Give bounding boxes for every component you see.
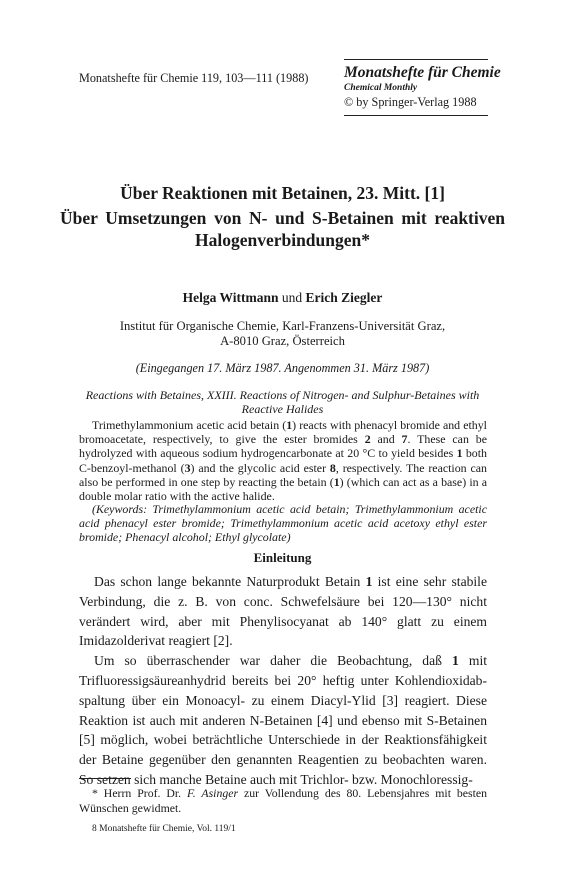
authors xyxy=(60,290,505,306)
page-footer: 8 Monatshefte für Chemie, Vol. 119/1 xyxy=(92,824,236,834)
english-title-line-1: Reactions with Betaines, XXIII. Reactions of Nitrogen- and Sulphur-Betaines with xyxy=(85,388,480,402)
author-2: Erich Ziegler xyxy=(305,290,383,305)
header-rule-bottom xyxy=(344,115,488,116)
abstract-text: and xyxy=(370,432,402,447)
abstract-text: ) reacts with phenacyl bromide and ethyl bromoacetate, respectively, to give the ester bromides xyxy=(79,418,487,447)
english-title xyxy=(60,388,505,416)
abstract-text: ) and the glycolic acid ester xyxy=(190,460,330,475)
received-dates: (Eingegangen 17. März 1987. Angenommen 31. März 1987) xyxy=(135,361,430,375)
footnote-text: * Herrn Prof. Dr. xyxy=(92,786,188,800)
footnote xyxy=(79,786,487,816)
footnote-name: F. Asinger xyxy=(187,786,239,800)
title-line-1: Über Reaktionen mit Betainen, 23. Mitt. [1] xyxy=(120,183,445,203)
citation-line: Monatshefte für Chemie 119, 103—111 (1988) xyxy=(79,71,309,85)
institution-line-1: Institut für Organische Chemie, Karl-Franzens-Universität Graz, xyxy=(119,319,446,333)
body-text-span: mit Trifluoressigsäureanhydrid bereits bei 20° heftig unter Kohlendioxidab-spaltung über ein Monoacyl- zu einem Diacyl-Ylid [3] reagiert. Diese Reaktion ist auch mit anderen N-Betainen [4] und ebenso mit S-Betainen [5] möglich, wobei beträchtliche Unterschiede in der Reaktionsfähigkeit der Betaine gegenüber den genannten Reagentien zu beobachten waren. So setzen sich manche Betaine auch mit Trichlor- bzw. Monochloressig- xyxy=(79,653,487,787)
footnote-text: zur Vollendung des 80. Lebensjahres mit besten Wünschen gewidmet. xyxy=(79,786,488,815)
footnote-rule xyxy=(79,778,131,779)
abstract xyxy=(79,418,487,503)
body-text-span: ist eine sehr stabile Verbindung, die z. B. von conc. Schwefelsäure bei 120—130° nicht verändert wird, aber mit Phenylisocyanat ab 140° glatt zu einem Imidazolderivat reagiert [2]. xyxy=(79,574,487,649)
title-line-2: Über Umsetzungen von N- und S-Betainen mit reaktiven xyxy=(60,208,505,228)
journal-name: Monatshefte für Chemie xyxy=(344,64,501,81)
english-title-line-2: Reactive Halides xyxy=(241,402,324,416)
body-text-span: Um so überraschender war daher die Beobachtung, daß xyxy=(94,653,452,669)
compound-number: 7 xyxy=(401,432,408,447)
abstract-text: . These can be hydrolyzed with aqueous sodium hydrogencarbonate at 20 °C to yield besides xyxy=(79,432,487,461)
body-paragraph-2 xyxy=(79,651,487,790)
keywords: (Keywords: Trimethylammonium acetic acid betain; Trimethylammonium acetic acid phenacyl ester bromide; Trimethylammonium acetic acid acetoxy ethyl ester bromide; Phenacyl alcohol; Ethyl glycolate) xyxy=(79,502,487,545)
header-rule-top xyxy=(344,59,488,60)
compound-number: 1 xyxy=(452,653,459,669)
compound-number: 1 xyxy=(365,574,373,589)
compound-number: 8 xyxy=(329,460,336,475)
compound-number: 1 xyxy=(456,446,463,461)
body-text xyxy=(79,572,487,790)
copyright: © by Springer-Verlag 1988 xyxy=(344,95,477,109)
author-1: Helga Wittmann xyxy=(182,290,279,305)
institution-line-2: A-8010 Graz, Österreich xyxy=(220,334,345,348)
abstract-text: , respectively. The reaction can also be performed in one step by reacting the betain ( xyxy=(79,460,487,489)
title-line-3: Halogenverbindungen* xyxy=(194,230,371,250)
journal-subtitle: Chemical Monthly xyxy=(344,83,418,93)
institution xyxy=(60,319,505,349)
abstract-text: ) (which can act as a base) in a double molar ratio with the active halide. xyxy=(79,474,487,504)
compound-number: 3 xyxy=(184,460,191,475)
author-conjunction: und xyxy=(278,290,306,305)
body-text-span: Das schon lange bekannte Naturprodukt Betain xyxy=(94,574,366,589)
abstract-text: both C-benzoyl-methanol ( xyxy=(79,446,487,475)
compound-number: 1 xyxy=(286,418,293,432)
body-paragraph-1 xyxy=(79,572,487,651)
abstract-text: Trimethylammonium acetic acid betain ( xyxy=(92,418,287,432)
compound-number: 1 xyxy=(333,474,340,489)
compound-number: 2 xyxy=(364,432,371,447)
section-heading: Einleitung xyxy=(253,550,312,565)
